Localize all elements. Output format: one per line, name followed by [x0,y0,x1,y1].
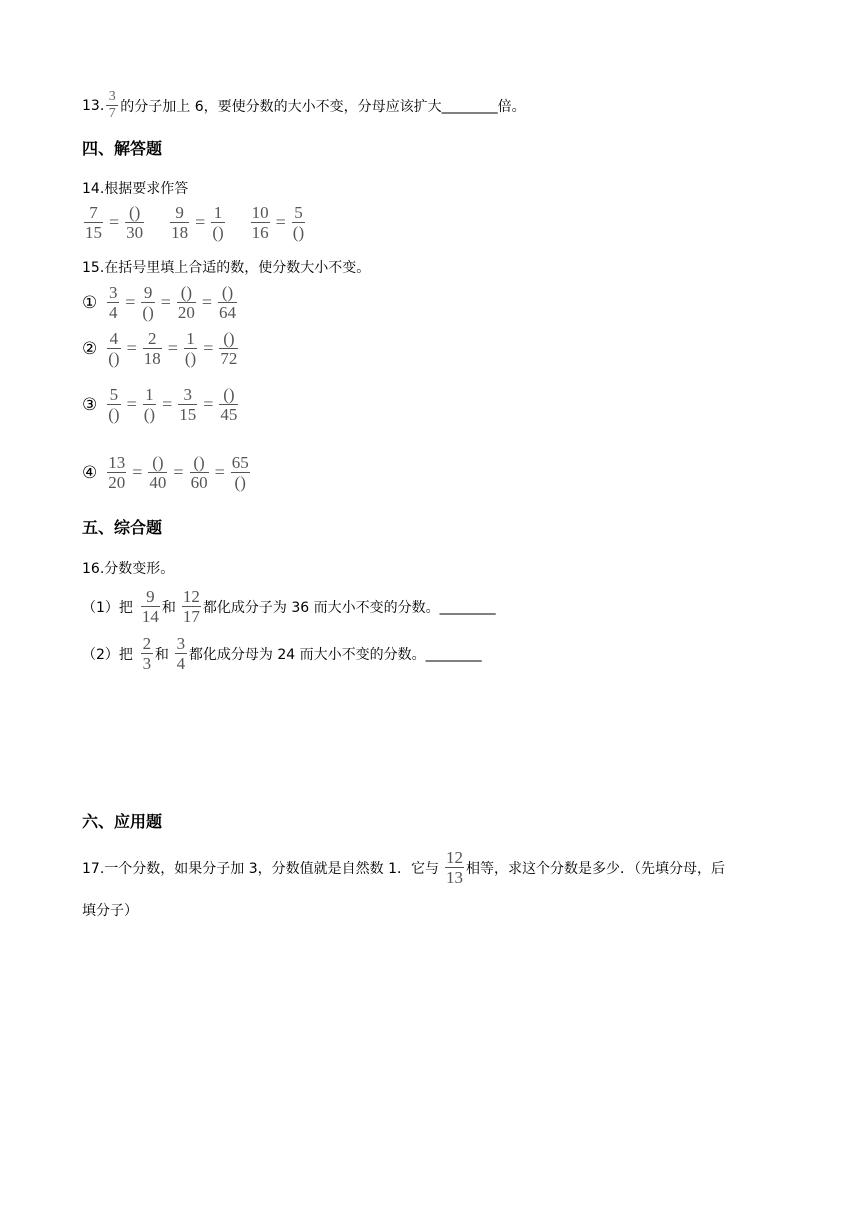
row-label: ④ [82,462,98,483]
fraction-input[interactable]: $\frac{()}{30}$ [126,203,144,242]
question-text: 的分子加上 6，要使分数的大小不变，分母应该扩大 [120,98,442,115]
equals-sign: = [195,212,206,232]
question-14-text: 14.根据要求作答 [82,181,189,197]
equals-sign: = [275,212,286,232]
row-label: ① [82,292,98,313]
question-15-text: 15.在括号里填上合适的数，使分数大小不变。 [82,260,371,276]
question-text: 相等，求这个分数是多少．（先填分母，后 [465,860,725,877]
row-label: ③ [82,394,98,415]
section-heading-5: 五、综合题 [82,518,163,537]
fraction: $\frac{10}{16}$ [251,203,269,242]
question-17-cont: 填分子） [82,903,138,919]
part-label: （1）把 [82,599,133,616]
fraction-input[interactable]: $\frac{()}{72}$ [220,329,238,368]
fraction-input[interactable]: $\frac{()}{45}$ [220,385,238,424]
row-label: ② [82,338,98,359]
question-14-equations [82,204,307,241]
fraction-input[interactable]: $\frac{1}{()}$ [143,385,156,424]
section-heading-6: 六、应用题 [82,812,163,831]
q15-row-3: ③ $\frac{5}{()}$ = $\frac{1}{()}$ = $\frac{3}{15}$ = $\frac{()}{45}$ [82,385,238,424]
question-13 [82,90,526,121]
answer-blank[interactable]: ________ [441,97,498,114]
fraction: $\frac{3}{7}$ [106,90,118,121]
answer-blank[interactable]: ________ [439,598,496,615]
q16-part-1: （1）把 $\frac{9}{14}$ 和 $\frac{12}{17}$ 都化成分子为 36 而大小不变的分数。 ________ [82,587,496,626]
fraction-input[interactable]: $\frac{65}{()}$ [231,453,249,492]
equals-sign: = [109,212,120,232]
q15-row-4: ④ $\frac{13}{20}$ = $\frac{()}{40}$ = $\frac{()}{60}$ = $\frac{65}{()}$ [82,453,249,492]
fraction-input[interactable]: $\frac{5}{()}$ [292,203,305,242]
fraction: $\frac{7}{15}$ [85,203,102,242]
fraction: $\frac{9}{18}$ [171,203,189,242]
q15-row-2: ② $\frac{4}{()}$ = $\frac{2}{18}$ = $\frac{1}{()}$ = $\frac{()}{72}$ [82,329,238,368]
question-17: 17.一个分数，如果分子加 3，分数值就是自然数 1．它与 $\frac{12}{13}$ 相等，求这个分数是多少．（先填分母，后 [82,848,725,887]
question-16-text: 16.分数变形。 [82,561,175,577]
fraction-input[interactable]: $\frac{()}{20}$ [177,283,195,322]
question-text-after: 倍。 [497,98,526,115]
part-label: （2）把 [82,646,133,663]
fraction-input[interactable]: $\frac{9}{()}$ [142,283,154,322]
q15-row-1: ① $\frac{3}{4}$ = $\frac{9}{()}$ = $\frac{()}{20}$ = $\frac{()}{64}$ [82,283,237,322]
question-number: 13. [82,97,105,114]
fraction-input[interactable]: $\frac{5}{()}$ [108,385,120,424]
fraction-input[interactable]: $\frac{1}{()}$ [212,203,224,242]
fraction-input[interactable]: $\frac{1}{()}$ [184,329,197,368]
fraction-input[interactable]: $\frac{4}{()}$ [108,329,120,368]
fraction-input[interactable]: $\frac{()}{60}$ [190,453,208,492]
fraction-input[interactable]: $\frac{()}{40}$ [149,453,167,492]
fraction-input[interactable]: $\frac{()}{64}$ [219,283,237,322]
section-heading-4: 四、解答题 [82,139,163,158]
answer-blank[interactable]: ________ [425,645,482,662]
question-text: 17.一个分数，如果分子加 3，分数值就是自然数 1．它与 [82,860,439,877]
q16-part-2: （2）把 $\frac{2}{3}$ 和 $\frac{3}{4}$ 都化成分母为 24 而大小不变的分数。 ________ [82,634,482,673]
